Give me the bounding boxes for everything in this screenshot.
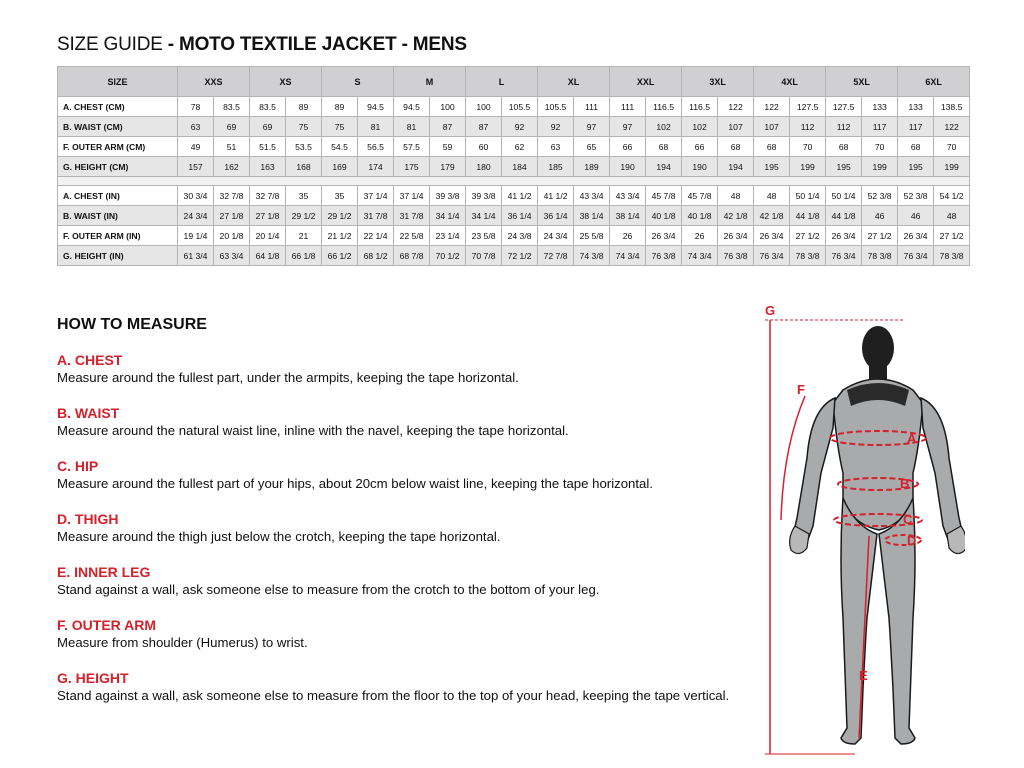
size-cell: 92 [538,117,574,137]
row-label: A. CHEST (IN) [58,186,178,206]
size-cell: 94.5 [358,97,394,117]
measure-item [57,511,757,545]
figure-left-leg [841,498,877,744]
size-header-4xl: 4XL [754,67,826,97]
size-cell: 169 [322,157,358,177]
size-cell: 111 [610,97,646,117]
size-cell: 34 1/4 [466,206,502,226]
measure-description: Measure around the natural waist line, inline with the navel, keeping the tape horizontal. [57,423,569,438]
size-cell: 194 [646,157,682,177]
size-cell: 54 1/2 [934,186,970,206]
size-cell: 26 3/4 [898,226,934,246]
size-cell: 60 [466,137,502,157]
measure-title: C. HIP [57,458,99,474]
size-cell: 70 1/2 [430,246,466,266]
size-cell: 26 3/4 [646,226,682,246]
size-cell: 184 [502,157,538,177]
size-cell: 26 3/4 [718,226,754,246]
size-cell: 199 [862,157,898,177]
size-cell: 57.5 [394,137,430,157]
size-cell: 27 1/8 [250,206,286,226]
size-cell: 20 1/8 [214,226,250,246]
size-cell: 189 [574,157,610,177]
size-header-xxs: XXS [178,67,250,97]
size-cell: 22 1/4 [358,226,394,246]
measure-title: A. CHEST [57,352,123,368]
size-cell: 92 [502,117,538,137]
size-cell: 111 [574,97,610,117]
measure-title: F. OUTER ARM [57,617,157,633]
size-header-xs: XS [250,67,322,97]
measure-description: Measure around the fullest part of your hips, about 20cm below waist line, keeping the tape horizontal. [57,476,653,491]
size-cell: 19 1/4 [178,226,214,246]
size-cell: 43 3/4 [610,186,646,206]
size-cell: 133 [898,97,934,117]
size-cell: 52 3/8 [862,186,898,206]
size-cell: 61 3/4 [178,246,214,266]
size-cell: 51.5 [250,137,286,157]
size-cell: 179 [430,157,466,177]
size-cell: 66 [610,137,646,157]
size-cell: 20 1/4 [250,226,286,246]
size-cell: 23 1/4 [430,226,466,246]
size-cell: 64 1/8 [250,246,286,266]
size-cell: 117 [898,117,934,137]
size-cell: 45 7/8 [682,186,718,206]
size-cell: 42 1/8 [754,206,790,226]
size-cell: 29 1/2 [322,206,358,226]
size-cell: 39 3/8 [430,186,466,206]
size-cell: 39 3/8 [466,186,502,206]
size-cell: 69 [250,117,286,137]
size-cell: 63 3/4 [214,246,250,266]
size-cell: 26 3/4 [826,226,862,246]
title-main: - MOTO TEXTILE JACKET - MENS [162,34,467,55]
size-cell: 27 1/2 [790,226,826,246]
title-prefix: SIZE GUIDE [57,34,163,55]
size-cell: 63 [538,137,574,157]
size-cell: 23 5/8 [466,226,502,246]
size-cell: 21 [286,226,322,246]
row-label: A. CHEST (CM) [58,97,178,117]
size-cell: 40 1/8 [646,206,682,226]
size-cell: 100 [430,97,466,117]
size-cell: 24 3/4 [538,226,574,246]
size-cell: 78 3/8 [934,246,970,266]
figure-head [862,326,894,370]
size-cell: 116.5 [682,97,718,117]
size-cell: 97 [574,117,610,137]
size-cell: 199 [790,157,826,177]
size-cell: 81 [394,117,430,137]
size-cell: 43 3/4 [574,186,610,206]
size-cell: 32 7/8 [214,186,250,206]
label-e: E [859,668,868,683]
measure-description: Stand against a wall, ask someone else to measure from the crotch to the bottom of your leg. [57,582,600,597]
size-cell: 27 1/2 [934,226,970,246]
row-label: F. OUTER ARM (CM) [58,137,178,157]
size-cell: 195 [826,157,862,177]
size-cell: 26 [610,226,646,246]
size-cell: 195 [754,157,790,177]
size-header-6xl: 6XL [898,67,970,97]
size-cell: 31 7/8 [394,206,430,226]
size-cell: 68 [898,137,934,157]
size-table-row [58,137,970,157]
size-cell: 100 [466,97,502,117]
size-cell: 45 7/8 [646,186,682,206]
measure-description: Stand against a wall, ask someone else to measure from the floor to the top of your head, keeping the tape vertical. [57,688,730,703]
measure-description: Measure around the thigh just below the crotch, keeping the tape horizontal. [57,529,501,544]
size-cell: 26 [682,226,718,246]
size-cell: 72 7/8 [538,246,574,266]
size-cell: 102 [646,117,682,137]
measure-item [57,617,757,651]
size-cell: 29 1/2 [286,206,322,226]
size-cell: 30 3/4 [178,186,214,206]
size-table-row [58,186,970,206]
size-cell: 199 [934,157,970,177]
measure-description: Measure around the fullest part, under the armpits, keeping the tape horizontal. [57,370,519,385]
size-cell: 34 1/4 [430,206,466,226]
measure-item [57,405,757,439]
size-cell: 50 1/4 [826,186,862,206]
size-cell: 87 [430,117,466,137]
size-cell: 76 3/4 [898,246,934,266]
size-cell: 122 [718,97,754,117]
label-c: C [903,512,913,527]
size-table-row [58,157,970,177]
size-cell: 62 [502,137,538,157]
size-cell: 35 [286,186,322,206]
size-cell: 107 [754,117,790,137]
size-cell: 81 [358,117,394,137]
size-cell: 70 7/8 [466,246,502,266]
size-table-row [58,246,970,266]
size-cell: 24 3/4 [178,206,214,226]
size-cell: 36 1/4 [502,206,538,226]
size-cell: 105.5 [538,97,574,117]
size-cell: 68 [718,137,754,157]
how-to-measure-heading: HOW TO MEASURE [57,316,207,333]
label-a: A [907,431,917,446]
size-cell: 127.5 [790,97,826,117]
size-cell: 175 [394,157,430,177]
size-cell: 102 [682,117,718,137]
size-cell: 26 3/4 [754,226,790,246]
size-cell: 94.5 [394,97,430,117]
page-title [57,34,467,56]
size-header-s: S [322,67,394,97]
size-header-xxl: XXL [610,67,682,97]
size-cell: 74 3/4 [610,246,646,266]
size-cell: 40 1/8 [682,206,718,226]
size-cell: 75 [286,117,322,137]
figure-neck [869,364,887,380]
size-cell: 44 1/8 [826,206,862,226]
size-cell: 122 [934,117,970,137]
size-cell: 78 [178,97,214,117]
row-label: G. HEIGHT (CM) [58,157,178,177]
size-cell: 37 1/4 [394,186,430,206]
size-cell: 83.5 [250,97,286,117]
size-table [57,66,970,266]
size-cell: 174 [358,157,394,177]
size-cell: 36 1/4 [538,206,574,226]
size-cell: 41 1/2 [502,186,538,206]
label-d: D [907,533,917,548]
size-cell: 53.5 [286,137,322,157]
measure-item [57,670,757,704]
size-cell: 78 3/8 [790,246,826,266]
size-cell: 25 5/8 [574,226,610,246]
size-cell: 38 1/4 [574,206,610,226]
size-cell: 48 [718,186,754,206]
size-cell: 48 [754,186,790,206]
size-cell: 68 [754,137,790,157]
size-cell: 185 [538,157,574,177]
size-cell: 70 [934,137,970,157]
size-header-row [58,67,970,97]
size-header-label: SIZE [58,67,178,97]
table-separator [58,177,970,186]
size-cell: 194 [718,157,754,177]
size-cell: 72 1/2 [502,246,538,266]
size-cell: 112 [826,117,862,137]
size-header-m: M [394,67,466,97]
size-cell: 117 [862,117,898,137]
size-cell: 52 3/8 [898,186,934,206]
size-cell: 46 [898,206,934,226]
size-cell: 116.5 [646,97,682,117]
size-cell: 68 [646,137,682,157]
size-cell: 168 [286,157,322,177]
size-cell: 133 [862,97,898,117]
size-cell: 35 [322,186,358,206]
measure-title: B. WAIST [57,405,120,421]
size-cell: 157 [178,157,214,177]
measure-description: Measure from shoulder (Humerus) to wrist. [57,635,308,650]
row-label: F. OUTER ARM (IN) [58,226,178,246]
size-cell: 69 [214,117,250,137]
size-cell: 127.5 [826,97,862,117]
row-label: B. WAIST (CM) [58,117,178,137]
size-cell: 68 7/8 [394,246,430,266]
row-label: G. HEIGHT (IN) [58,246,178,266]
size-cell: 41 1/2 [538,186,574,206]
size-table-row [58,206,970,226]
size-cell: 89 [322,97,358,117]
size-cell: 190 [610,157,646,177]
size-table-row [58,226,970,246]
size-cell: 195 [898,157,934,177]
measure-item [57,352,757,386]
size-cell: 56.5 [358,137,394,157]
size-header-5xl: 5XL [826,67,898,97]
size-cell: 38 1/4 [610,206,646,226]
size-cell: 190 [682,157,718,177]
size-cell: 76 3/8 [718,246,754,266]
size-cell: 63 [178,117,214,137]
size-cell: 74 3/8 [574,246,610,266]
size-cell: 70 [790,137,826,157]
size-cell: 27 1/8 [214,206,250,226]
table-separator-row [58,177,970,186]
size-header-xl: XL [538,67,610,97]
size-cell: 66 1/8 [286,246,322,266]
label-g: G [765,303,776,318]
measure-item [57,564,757,598]
size-cell: 27 1/2 [862,226,898,246]
size-header-l: L [466,67,538,97]
size-cell: 105.5 [502,97,538,117]
size-table-row [58,117,970,137]
size-cell: 76 3/4 [754,246,790,266]
figure-left-arm [794,398,835,546]
measure-title: E. INNER LEG [57,564,151,580]
size-cell: 22 5/8 [394,226,430,246]
size-cell: 68 1/2 [358,246,394,266]
size-cell: 78 3/8 [862,246,898,266]
size-cell: 59 [430,137,466,157]
size-cell: 66 [682,137,718,157]
size-cell: 24 3/8 [502,226,538,246]
size-cell: 97 [610,117,646,137]
size-cell: 32 7/8 [250,186,286,206]
body-figure [755,298,965,764]
size-cell: 68 [826,137,862,157]
label-f: F [797,382,805,397]
size-cell: 66 1/2 [322,246,358,266]
size-cell: 75 [322,117,358,137]
size-header-3xl: 3XL [682,67,754,97]
size-cell: 37 1/4 [358,186,394,206]
size-cell: 65 [574,137,610,157]
size-cell: 163 [250,157,286,177]
size-cell: 44 1/8 [790,206,826,226]
size-cell: 74 3/4 [682,246,718,266]
measure-title: G. HEIGHT [57,670,129,686]
size-cell: 180 [466,157,502,177]
size-cell: 48 [934,206,970,226]
size-table-row [58,97,970,117]
size-cell: 138.5 [934,97,970,117]
size-cell: 87 [466,117,502,137]
size-cell: 49 [178,137,214,157]
size-cell: 31 7/8 [358,206,394,226]
size-cell: 46 [862,206,898,226]
size-cell: 89 [286,97,322,117]
size-cell: 107 [718,117,754,137]
size-cell: 83.5 [214,97,250,117]
size-cell: 42 1/8 [718,206,754,226]
size-cell: 70 [862,137,898,157]
label-b: B [900,476,910,491]
size-cell: 76 3/4 [826,246,862,266]
size-cell: 122 [754,97,790,117]
size-cell: 50 1/4 [790,186,826,206]
size-cell: 21 1/2 [322,226,358,246]
size-cell: 76 3/8 [646,246,682,266]
measure-item [57,458,757,492]
size-cell: 51 [214,137,250,157]
size-cell: 162 [214,157,250,177]
figure-right-arm [921,398,962,546]
size-cell: 54.5 [322,137,358,157]
figure-silhouette [790,326,965,744]
measure-title: D. THIGH [57,511,119,527]
size-table-body [58,97,970,266]
row-label: B. WAIST (IN) [58,206,178,226]
size-cell: 112 [790,117,826,137]
